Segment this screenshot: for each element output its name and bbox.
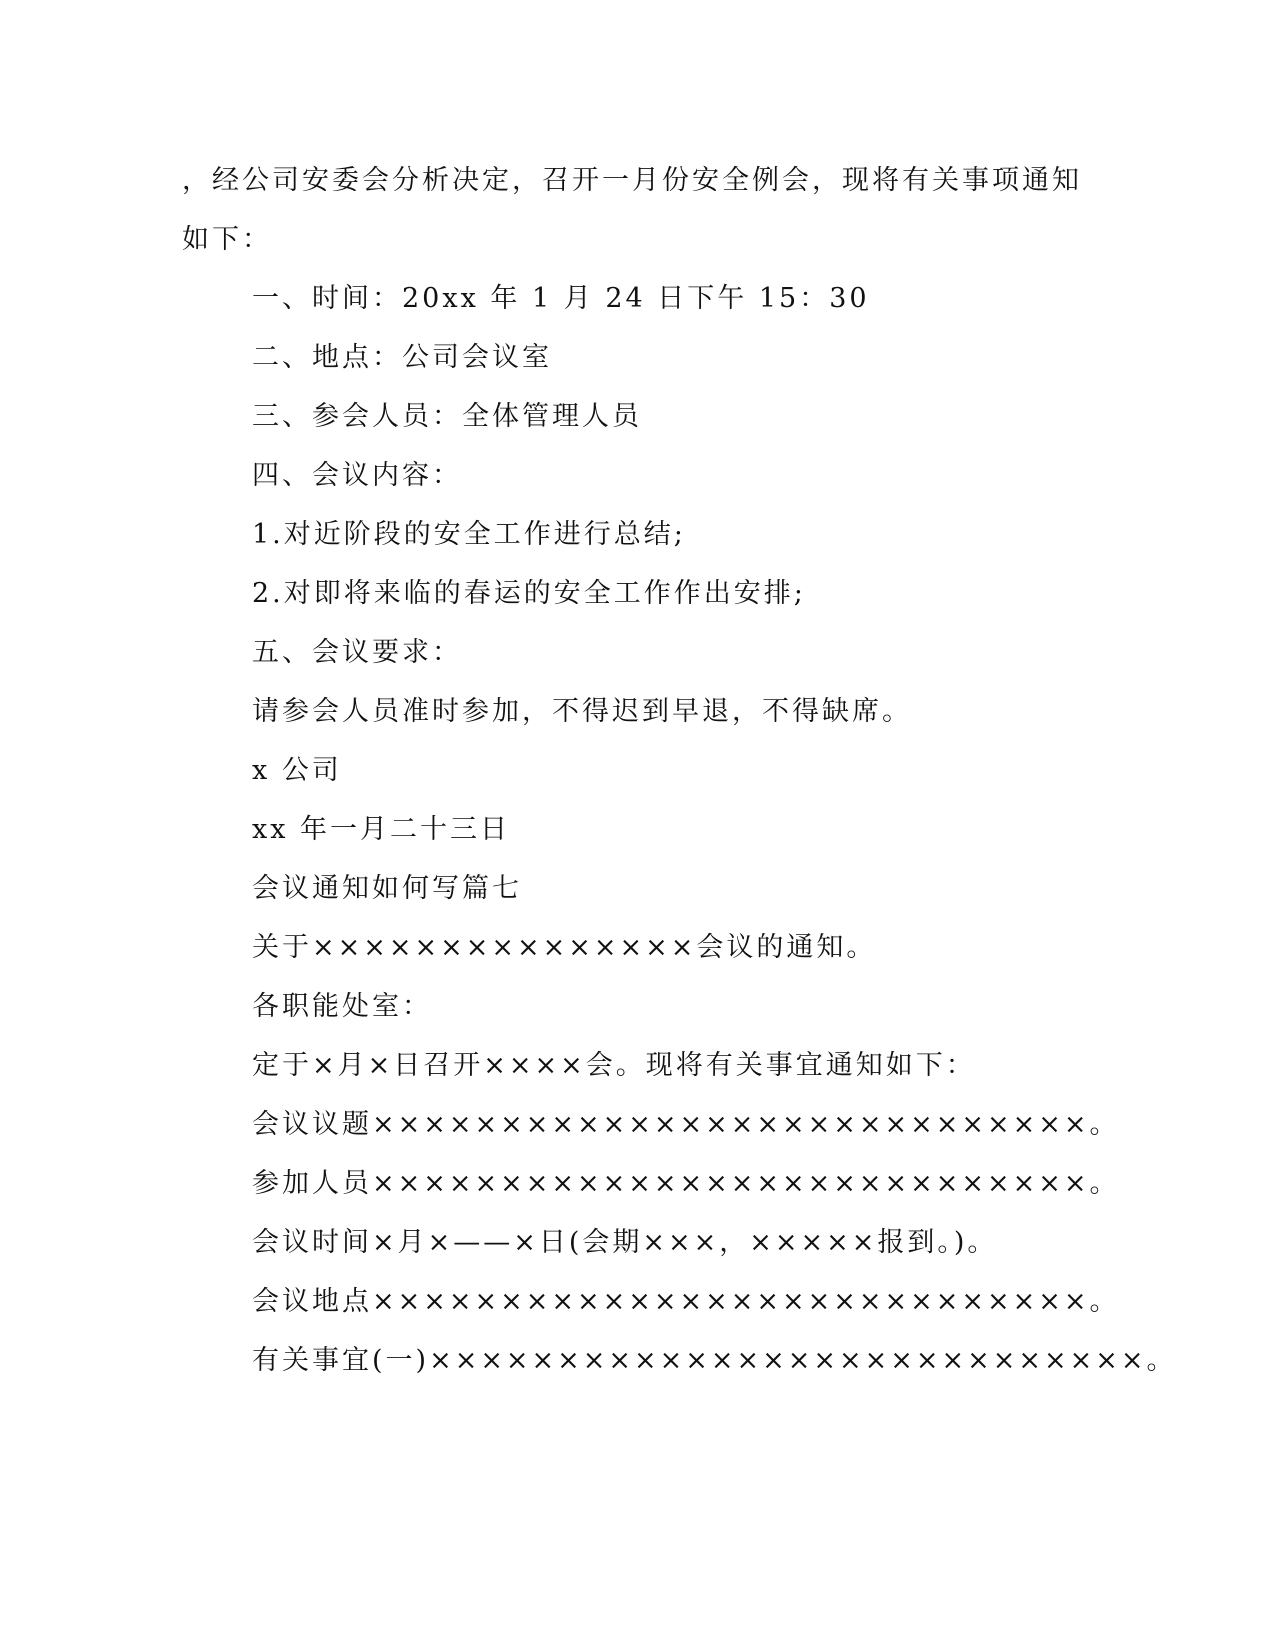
notice-attendees: 参加人员××××××××××××××××××××××××××××。 [252,1168,1120,1199]
section-title: 会议通知如何写篇七 [252,873,522,904]
notice-matters: 有关事宜(一)××××××××××××××××××××××××××××。 [252,1345,1177,1376]
paragraph-intro: ，经公司安委会分析决定，召开一月份安全例会，现将有关事项通知 [182,165,1082,196]
signature-date: xx 年一月二十三日 [252,814,511,845]
item-time: 一、时间：20xx 年 1 月 24 日下午 15：30 [252,283,870,314]
notice-time: 会议时间×月×——×日(会期×××，×××××报到。)。 [252,1227,998,1258]
signature-company: x 公司 [252,755,342,786]
requirements-text: 请参会人员准时参加，不得迟到早退，不得缺席。 [252,696,912,727]
content-point-2: 2.对即将来临的春运的安全工作作出安排; [252,578,806,609]
item-requirements-heading: 五、会议要求： [252,637,462,668]
item-location: 二、地点：公司会议室 [252,342,552,373]
notice-intro: 定于×月×日召开××××会。现将有关事宜通知如下： [252,1050,976,1081]
item-content-heading: 四、会议内容： [252,460,462,491]
item-attendees: 三、参会人员：全体管理人员 [252,401,642,432]
content-point-1: 1.对近阶段的安全工作进行总结; [252,519,686,550]
notice-topic: 会议议题××××××××××××××××××××××××××××。 [252,1109,1120,1140]
paragraph-intro-continued: 如下： [182,224,272,255]
notice-location: 会议地点××××××××××××××××××××××××××××。 [252,1286,1120,1317]
notice-recipients: 各职能处室： [252,991,432,1022]
notice-title: 关于×××××××××××××××会议的通知。 [252,932,877,963]
